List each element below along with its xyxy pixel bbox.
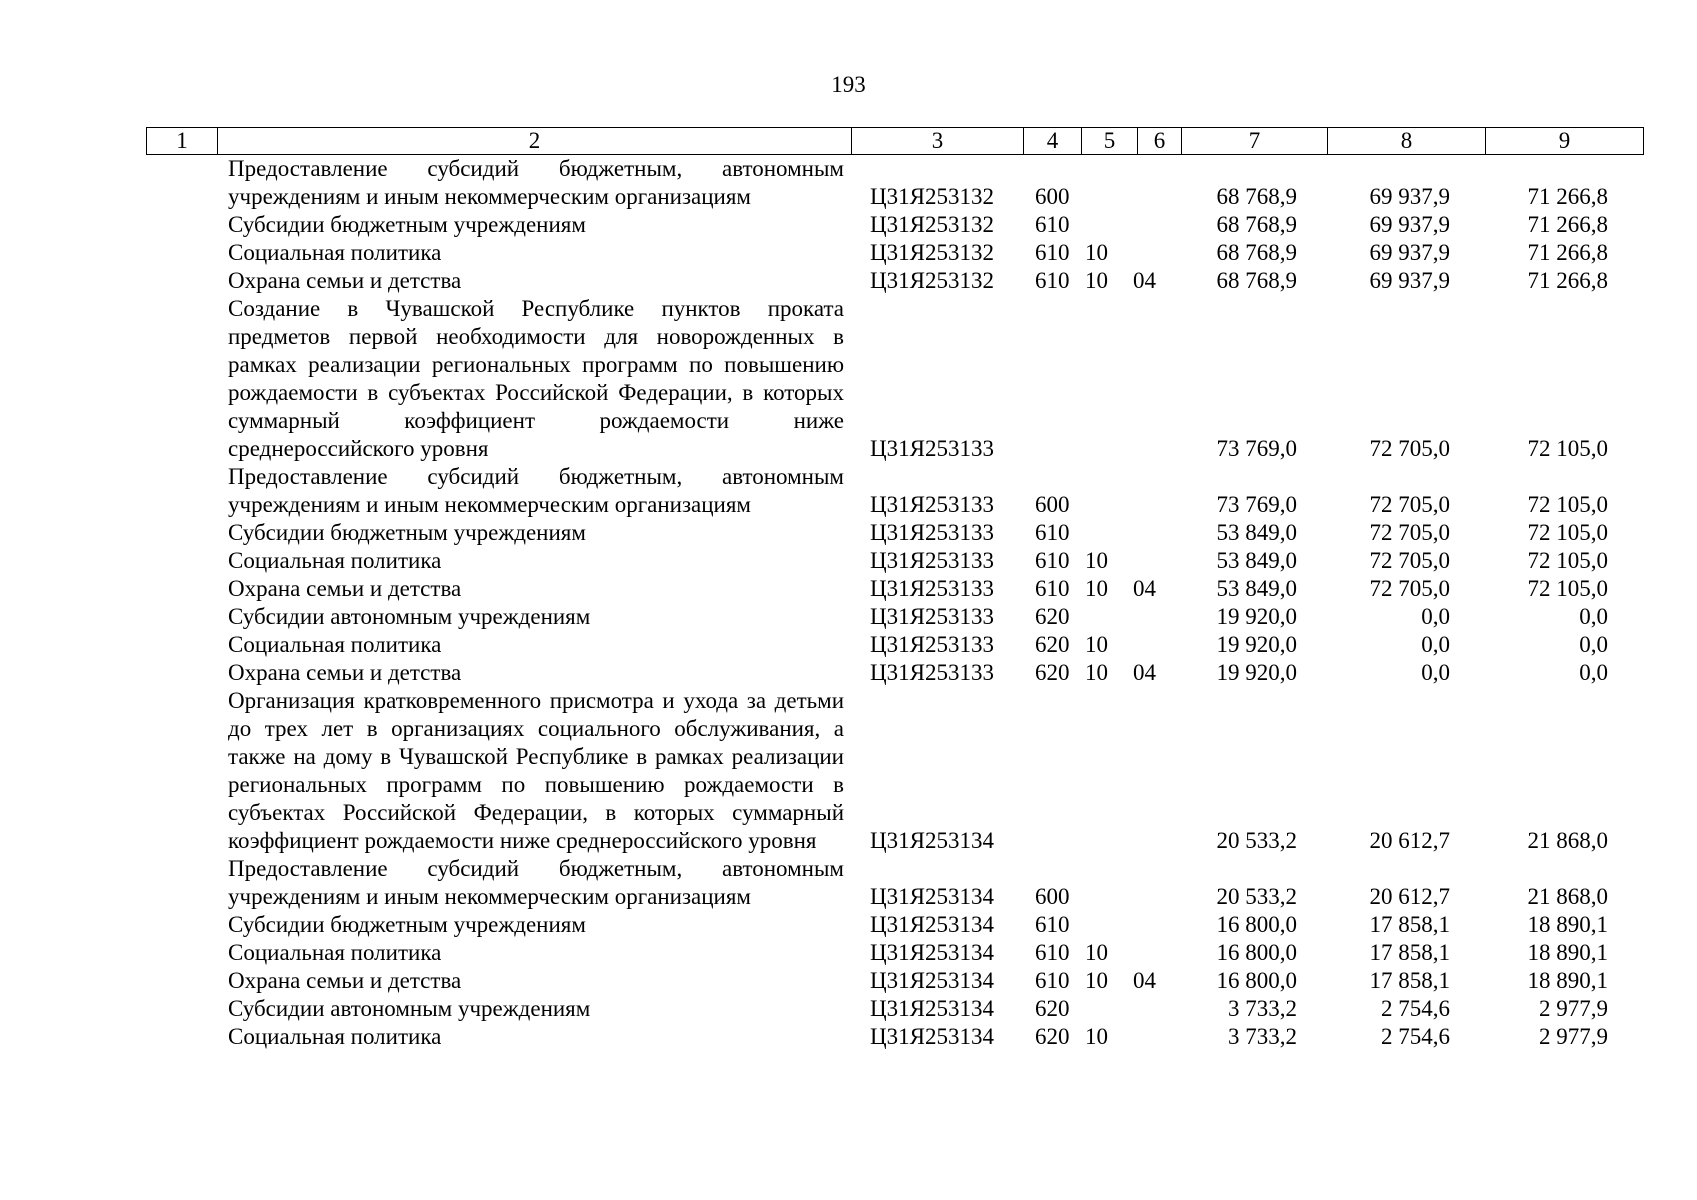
row-item-name: Социальная политика [228, 240, 442, 265]
row-item-name: Предоставление субсидий бюджетным, автономным учреждениям и иным некоммерческим организациям [228, 464, 844, 517]
column-header: 4 [1024, 128, 1082, 155]
row-section: 10 [1085, 940, 1108, 965]
column-header: 6 [1138, 128, 1182, 155]
column-header: 3 [852, 128, 1024, 155]
row-target-code: Ц31Я253134 [870, 828, 994, 853]
row-amount-col7: 68 768,9 [1216, 268, 1297, 293]
row-amount-col7: 19 920,0 [1216, 604, 1297, 629]
row-amount-col9: 72 105,0 [1527, 576, 1608, 601]
row-target-code: Ц31Я253132 [870, 240, 994, 265]
row-target-code: Ц31Я253133 [870, 604, 994, 629]
table-row [0, 687, 1697, 855]
row-amount-col9: 72 105,0 [1527, 492, 1608, 517]
row-target-code: Ц31Я253134 [870, 940, 994, 965]
row-amount-col8: 20 612,7 [1369, 828, 1450, 853]
row-target-code: Ц31Я253133 [870, 632, 994, 657]
row-section: 10 [1085, 1024, 1108, 1049]
row-section: 10 [1085, 548, 1108, 573]
row-subsection: 04 [1133, 268, 1156, 293]
row-amount-col7: 19 920,0 [1216, 660, 1297, 685]
row-item-name: Субсидии бюджетным учреждениям [228, 520, 586, 545]
column-header: 5 [1082, 128, 1138, 155]
table-row [0, 463, 1697, 519]
row-expense-type: 610 [1035, 268, 1070, 293]
row-item-name: Охрана семьи и детства [228, 268, 462, 293]
row-target-code: Ц31Я253133 [870, 576, 994, 601]
column-header: 8 [1328, 128, 1486, 155]
row-amount-col8: 2 754,6 [1381, 996, 1450, 1021]
row-target-code: Ц31Я253134 [870, 912, 994, 937]
table-row [0, 939, 1697, 967]
row-amount-col9: 0,0 [1579, 660, 1608, 685]
row-section: 10 [1085, 240, 1108, 265]
row-target-code: Ц31Я253132 [870, 184, 994, 209]
row-amount-col8: 69 937,9 [1369, 184, 1450, 209]
row-item-name: Субсидии автономным учреждениям [228, 996, 591, 1021]
row-amount-col7: 3 733,2 [1228, 996, 1297, 1021]
table-row [0, 995, 1697, 1023]
row-item-name: Субсидии бюджетным учреждениям [228, 912, 586, 937]
row-section: 10 [1085, 268, 1108, 293]
column-header-table [146, 127, 1644, 155]
row-target-code: Ц31Я253133 [870, 548, 994, 573]
row-subsection: 04 [1133, 660, 1156, 685]
row-amount-col9: 71 266,8 [1527, 212, 1608, 237]
table-row [0, 239, 1697, 267]
row-amount-col9: 18 890,1 [1527, 968, 1608, 993]
row-amount-col7: 3 733,2 [1228, 1024, 1297, 1049]
row-amount-col8: 17 858,1 [1369, 912, 1450, 937]
table-row [0, 267, 1697, 295]
row-expense-type: 610 [1035, 548, 1070, 573]
row-subsection: 04 [1133, 968, 1156, 993]
row-amount-col8: 17 858,1 [1369, 940, 1450, 965]
row-amount-col8: 72 705,0 [1369, 492, 1450, 517]
row-expense-type: 610 [1035, 912, 1070, 937]
row-amount-col7: 68 768,9 [1216, 212, 1297, 237]
row-amount-col7: 53 849,0 [1216, 520, 1297, 545]
row-item-name: Организация кратковременного присмотра и ухода за детьми до трех лет в организациях социального обслуживания, а также на дому в Чувашской Республике в рамках реализации региональных программ по повышению рождаемости в субъектах Российской Федерации, в которых суммарный коэффициент рождаемости ниже среднероссийского уровня [228, 688, 844, 853]
row-amount-col9: 72 105,0 [1527, 548, 1608, 573]
table-row [0, 155, 1697, 211]
row-item-name: Социальная политика [228, 632, 442, 657]
row-section: 10 [1085, 968, 1108, 993]
row-amount-col9: 72 105,0 [1527, 436, 1608, 461]
row-target-code: Ц31Я253132 [870, 268, 994, 293]
row-expense-type: 610 [1035, 576, 1070, 601]
row-target-code: Ц31Я253132 [870, 212, 994, 237]
row-amount-col9: 2 977,9 [1539, 1024, 1608, 1049]
row-amount-col8: 69 937,9 [1369, 240, 1450, 265]
row-amount-col7: 73 769,0 [1216, 436, 1297, 461]
column-header: 7 [1182, 128, 1328, 155]
row-amount-col8: 0,0 [1421, 660, 1450, 685]
page-number: 193 [831, 72, 866, 97]
row-amount-col8: 72 705,0 [1369, 436, 1450, 461]
row-expense-type: 600 [1035, 184, 1070, 209]
row-amount-col7: 20 533,2 [1216, 884, 1297, 909]
row-amount-col9: 71 266,8 [1527, 268, 1608, 293]
row-amount-col7: 68 768,9 [1216, 184, 1297, 209]
budget-table-body [0, 155, 1697, 1051]
column-header: 1 [147, 128, 218, 155]
row-amount-col9: 2 977,9 [1539, 996, 1608, 1021]
row-target-code: Ц31Я253134 [870, 996, 994, 1021]
table-row [0, 659, 1697, 687]
row-amount-col7: 53 849,0 [1216, 548, 1297, 573]
row-amount-col9: 21 868,0 [1527, 884, 1608, 909]
column-header: 9 [1486, 128, 1644, 155]
row-expense-type: 610 [1035, 940, 1070, 965]
row-amount-col7: 16 800,0 [1216, 968, 1297, 993]
row-amount-col8: 72 705,0 [1369, 520, 1450, 545]
row-amount-col7: 73 769,0 [1216, 492, 1297, 517]
table-row [0, 519, 1697, 547]
row-section: 10 [1085, 576, 1108, 601]
row-amount-col8: 72 705,0 [1369, 576, 1450, 601]
row-expense-type: 620 [1035, 632, 1070, 657]
table-row [0, 1023, 1697, 1051]
row-item-name: Охрана семьи и детства [228, 968, 462, 993]
row-expense-type: 620 [1035, 1024, 1070, 1049]
table-row [0, 211, 1697, 239]
row-target-code: Ц31Я253133 [870, 660, 994, 685]
row-expense-type: 620 [1035, 996, 1070, 1021]
table-row [0, 911, 1697, 939]
row-section: 10 [1085, 632, 1108, 657]
row-target-code: Ц31Я253133 [870, 492, 994, 517]
row-amount-col8: 17 858,1 [1369, 968, 1450, 993]
row-item-name: Социальная политика [228, 940, 442, 965]
row-amount-col9: 21 868,0 [1527, 828, 1608, 853]
row-amount-col7: 68 768,9 [1216, 240, 1297, 265]
row-target-code: Ц31Я253134 [870, 968, 994, 993]
row-amount-col7: 20 533,2 [1216, 828, 1297, 853]
row-amount-col7: 19 920,0 [1216, 632, 1297, 657]
row-amount-col9: 18 890,1 [1527, 940, 1608, 965]
row-item-name: Субсидии автономным учреждениям [228, 604, 591, 629]
column-header-row [147, 128, 1644, 155]
row-amount-col7: 53 849,0 [1216, 576, 1297, 601]
row-item-name: Предоставление субсидий бюджетным, автономным учреждениям и иным некоммерческим организациям [228, 856, 844, 909]
row-item-name: Создание в Чувашской Республике пунктов проката предметов первой необходимости для новорожденных в рамках реализации региональных программ по повышению рождаемости в субъектах Российской Федерации, в которых суммарный коэффициент рождаемости ниже среднероссийского уровня [228, 296, 844, 461]
row-amount-col9: 18 890,1 [1527, 912, 1608, 937]
row-expense-type: 610 [1035, 240, 1070, 265]
column-header: 2 [218, 128, 852, 155]
row-target-code: Ц31Я253134 [870, 884, 994, 909]
row-amount-col8: 69 937,9 [1369, 268, 1450, 293]
table-row [0, 295, 1697, 463]
row-amount-col8: 72 705,0 [1369, 548, 1450, 573]
row-amount-col9: 0,0 [1579, 632, 1608, 657]
row-expense-type: 610 [1035, 968, 1070, 993]
table-row [0, 855, 1697, 911]
row-item-name: Субсидии бюджетным учреждениям [228, 212, 586, 237]
table-row [0, 631, 1697, 659]
row-section: 10 [1085, 660, 1108, 685]
row-subsection: 04 [1133, 576, 1156, 601]
row-amount-col9: 72 105,0 [1527, 520, 1608, 545]
table-row [0, 547, 1697, 575]
row-expense-type: 620 [1035, 660, 1070, 685]
row-expense-type: 610 [1035, 520, 1070, 545]
table-row [0, 603, 1697, 631]
row-item-name: Социальная политика [228, 548, 442, 573]
row-amount-col9: 0,0 [1579, 604, 1608, 629]
row-item-name: Предоставление субсидий бюджетным, автономным учреждениям и иным некоммерческим организациям [228, 156, 844, 209]
row-target-code: Ц31Я253134 [870, 1024, 994, 1049]
row-expense-type: 610 [1035, 212, 1070, 237]
table-row [0, 575, 1697, 603]
row-expense-type: 600 [1035, 884, 1070, 909]
row-item-name: Социальная политика [228, 1024, 442, 1049]
row-expense-type: 600 [1035, 492, 1070, 517]
row-target-code: Ц31Я253133 [870, 520, 994, 545]
row-amount-col8: 0,0 [1421, 632, 1450, 657]
row-amount-col8: 2 754,6 [1381, 1024, 1450, 1049]
table-row [0, 967, 1697, 995]
row-item-name: Охрана семьи и детства [228, 576, 462, 601]
row-amount-col8: 69 937,9 [1369, 212, 1450, 237]
row-amount-col9: 71 266,8 [1527, 240, 1608, 265]
row-amount-col9: 71 266,8 [1527, 184, 1608, 209]
row-amount-col8: 20 612,7 [1369, 884, 1450, 909]
row-amount-col7: 16 800,0 [1216, 940, 1297, 965]
row-amount-col7: 16 800,0 [1216, 912, 1297, 937]
row-amount-col8: 0,0 [1421, 604, 1450, 629]
row-target-code: Ц31Я253133 [870, 436, 994, 461]
row-item-name: Охрана семьи и детства [228, 660, 462, 685]
row-expense-type: 620 [1035, 604, 1070, 629]
